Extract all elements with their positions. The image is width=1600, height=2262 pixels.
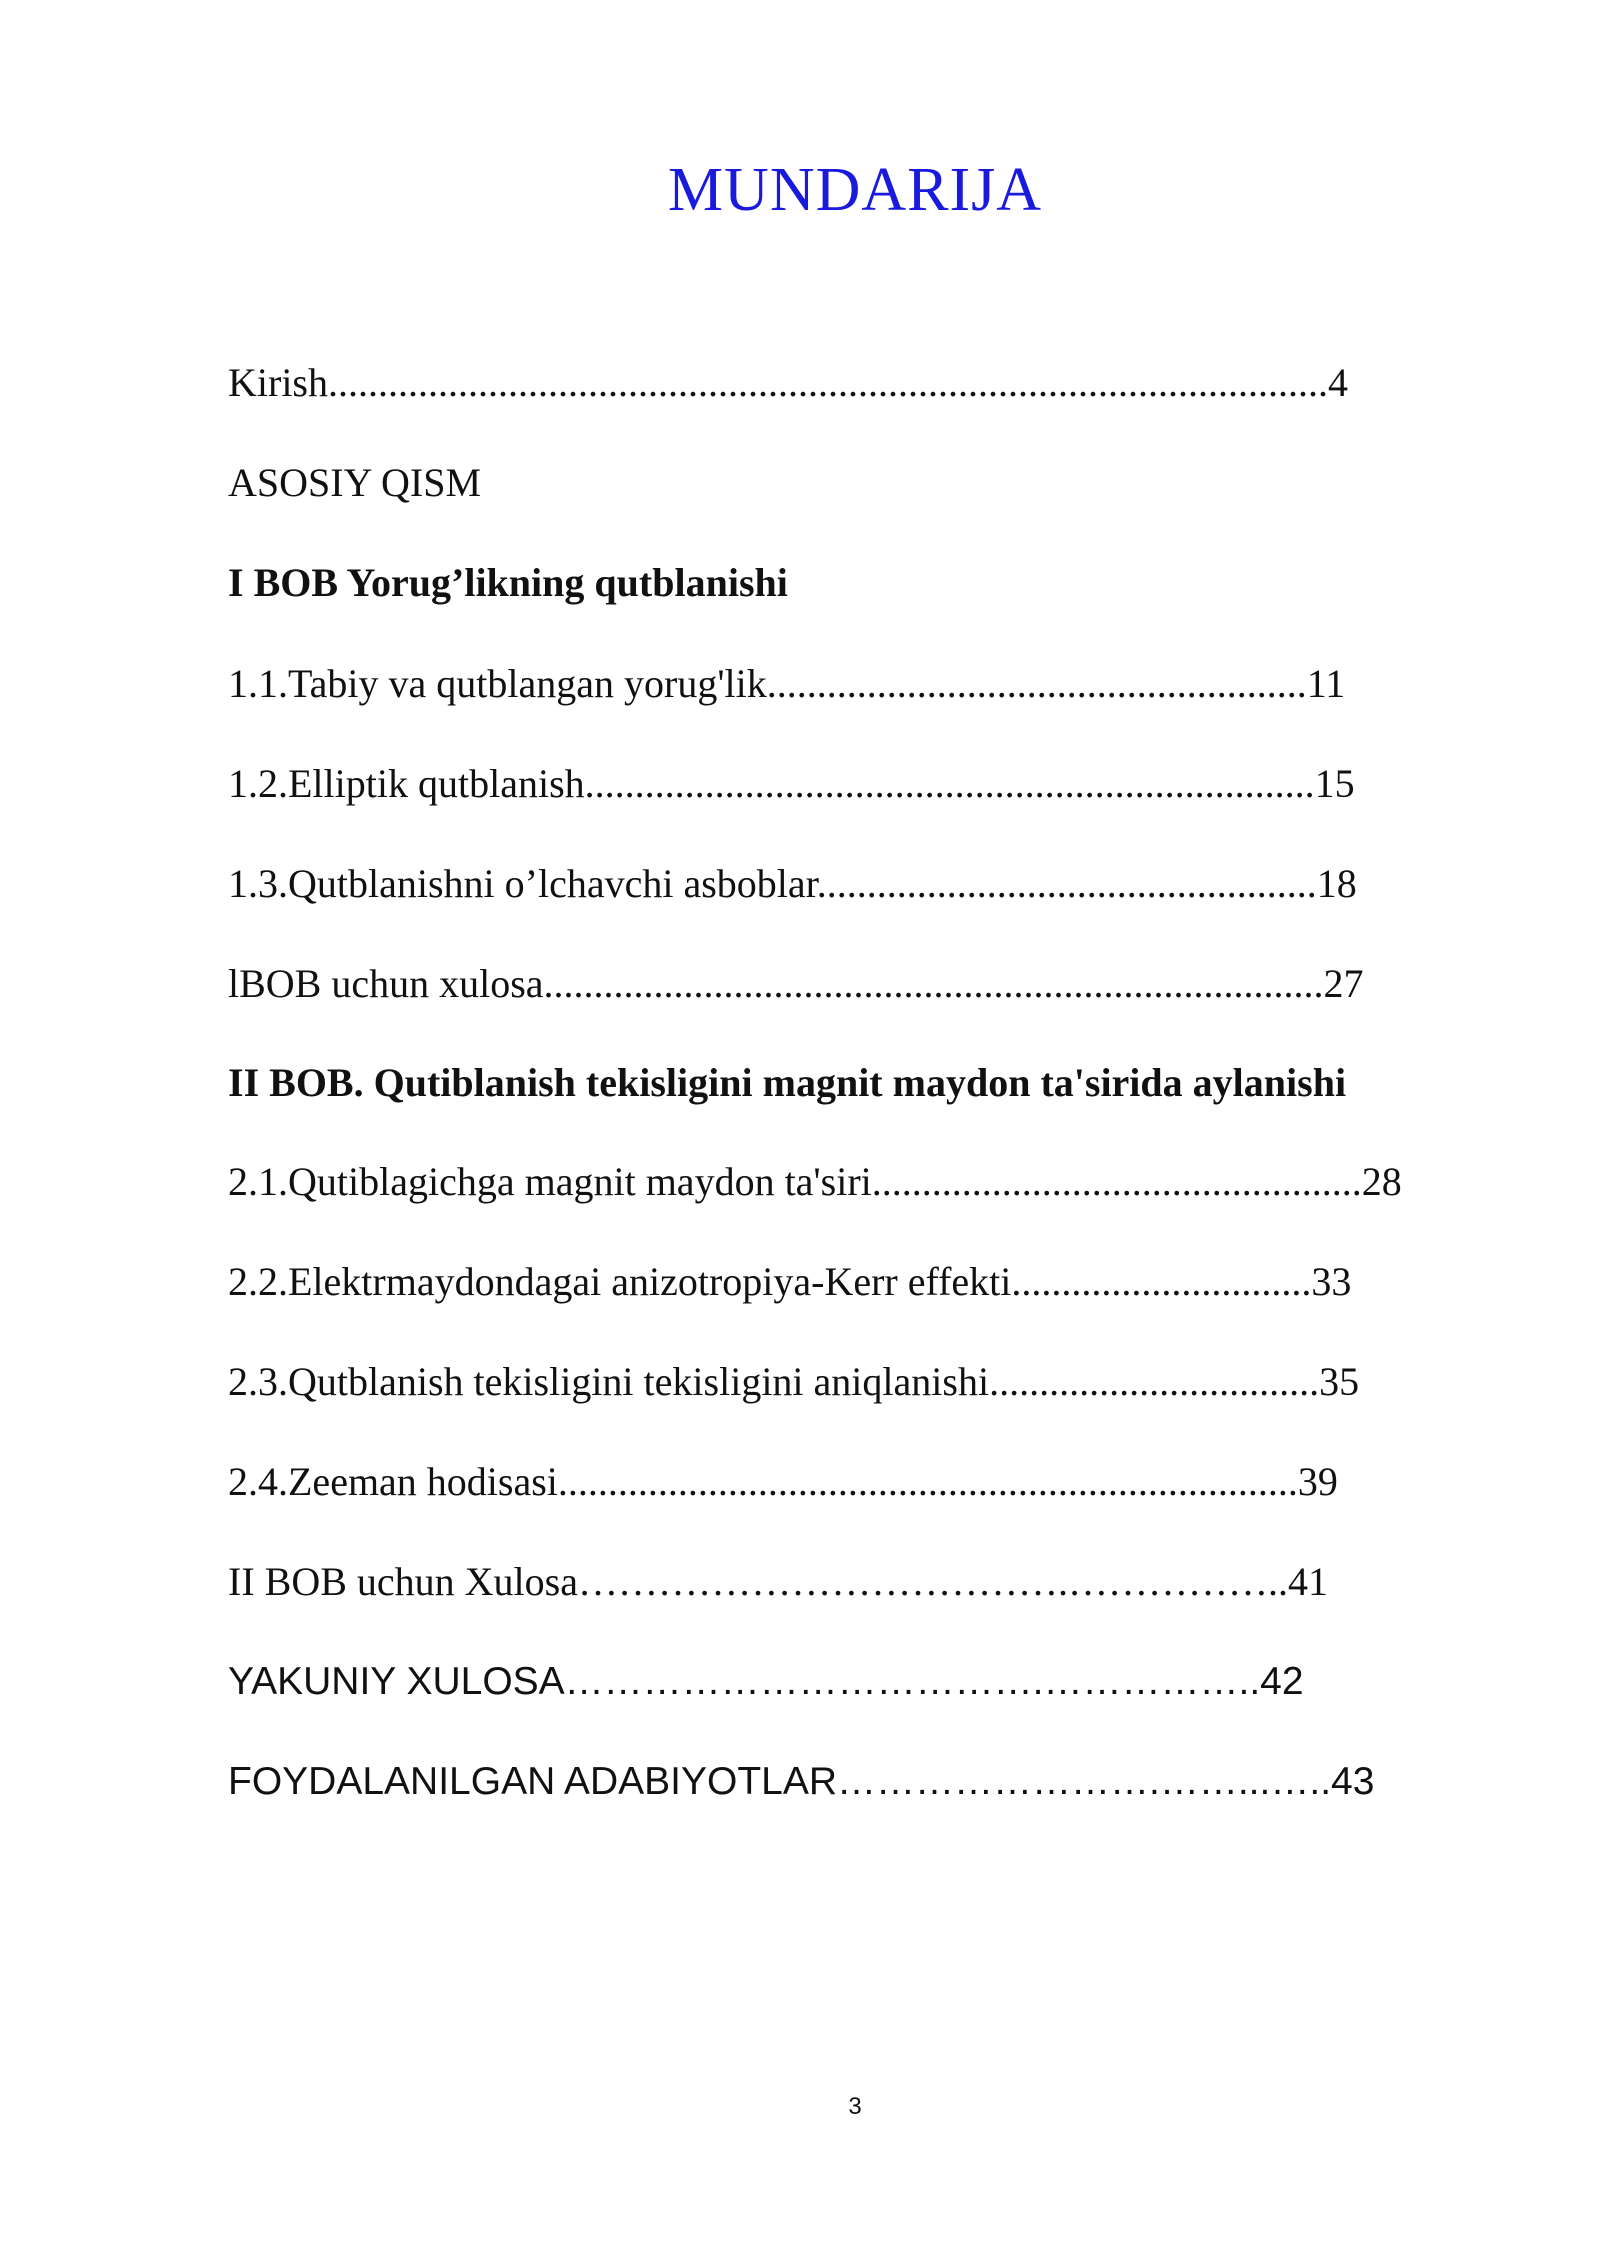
toc-entry-1-2: 1.2.Elliptik qutblanish.........................................................................15: [228, 761, 1355, 806]
toc-entry-2-4: 2.4.Zeeman hodisasi..........................................................................39: [228, 1459, 1338, 1504]
page-title: MUNDARIJA: [667, 156, 1043, 224]
toc-entry-1-3: 1.3.Qutblanishni o’lchavchi asboblar..................................................18: [228, 861, 1357, 906]
toc-entry-chapter-2-conclusion: II BOB uchun Xulosa……………………………….……………..41: [228, 1559, 1328, 1604]
toc-entry-kirish: Kirish....................................................................................................4: [228, 360, 1348, 405]
toc-entry-final-conclusion: YAKUNIY XULOSA……………………………….……………..42: [228, 1660, 1304, 1703]
toc-entry-1-1: 1.1.Tabiy va qutblangan yorug'lik......................................................11: [228, 661, 1346, 706]
toc-entry-chapter-2: II BOB. Qutiblanish tekisligini magnit maydon ta'sirida aylanishi: [228, 1060, 1347, 1105]
toc-entry-references: FOYDALANILGAN ADABIYOTLAR…………………….……...…..43: [228, 1760, 1375, 1803]
toc-entry-chapter-1: I BOB Yorug’likning qutblanishi: [228, 560, 788, 605]
page-number: 3: [848, 2093, 862, 2120]
toc-entry-2-1: 2.1.Qutiblagichga magnit maydon ta'siri.................................................28: [228, 1159, 1402, 1204]
toc-entry-2-3: 2.3.Qutblanish tekisligini tekisligini aniqlanishi.................................35: [228, 1359, 1360, 1404]
toc-entry-2-2: 2.2.Elektrmaydondagai anizotropiya-Kerr effekti..............................33: [228, 1259, 1352, 1304]
toc-entry-chapter-1-conclusion: lBOB uchun xulosa..............................................................................27: [228, 961, 1364, 1006]
toc-entry-asosiy-qism: ASOSIY QISM: [228, 460, 482, 505]
